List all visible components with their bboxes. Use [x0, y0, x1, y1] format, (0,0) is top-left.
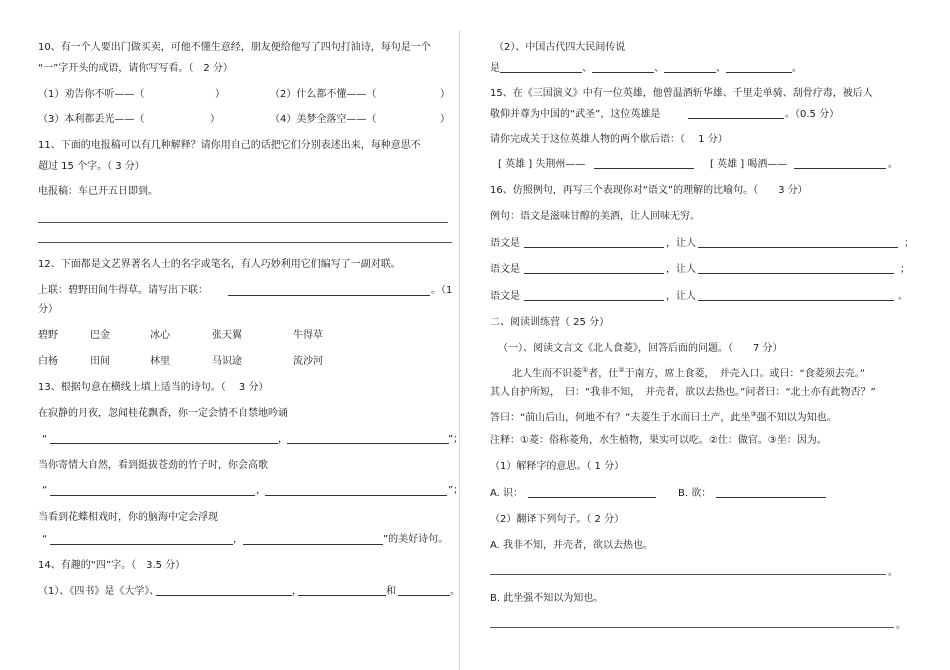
- legend-sep-2: 、: [654, 63, 664, 74]
- right-column: [470, 0, 950, 670]
- name-liushahe: 流沙河: [293, 356, 323, 367]
- passage-notes: 注释：①菱：俗称菱角，水生植物，果实可以吃。②仕：做官。③坐：因为。: [490, 435, 827, 446]
- name-baiyang: 白杨: [38, 356, 58, 367]
- q13-1-comma: ，: [278, 434, 288, 445]
- q2-a-period: 。: [888, 567, 898, 578]
- q2-a-sentence: A. 我非不知，并壳者，欲以去热也。: [490, 540, 654, 551]
- name-bajin: 巴金: [90, 330, 110, 341]
- footnote-3: ③: [750, 410, 757, 418]
- q10-heading-cont: “一”字开头的成语，请你写写看。（ 2 分）: [38, 63, 233, 74]
- q2-b-period: 。: [896, 620, 906, 631]
- q16-1-prefix: 语文是: [490, 238, 520, 249]
- q16-1-end: ；: [904, 238, 914, 249]
- q14-1-blank-b[interactable]: [298, 595, 386, 596]
- name-mashitu: 马识途: [212, 356, 242, 367]
- name-linli: 林里: [150, 356, 170, 367]
- legend-period: 。: [792, 63, 802, 74]
- q14-1-blank-c[interactable]: [398, 595, 450, 596]
- q16-2-end: ；: [900, 264, 910, 275]
- q15-xiehouyu-2: [ 英雄 ] 喝酒——: [710, 159, 788, 170]
- q11-heading-cont: 超过 15 个字。（ 3 分）: [38, 161, 145, 172]
- q10-heading: 10、有一个人要出门做买卖，可他不懂生意经，朋友便给他写了四句打油诗，每句是一个: [38, 42, 431, 53]
- q16-1-blank-b[interactable]: [698, 247, 898, 248]
- q13-3-blank-a[interactable]: [50, 544, 233, 545]
- q2-heading: （2）翻译下列句子。（ 2 分）: [490, 514, 625, 525]
- q2-b-answer-line[interactable]: [490, 627, 894, 628]
- q10-item-4-close: ）: [440, 114, 450, 125]
- passage-line-1: 北人生而不识菱①者，仕②于南方，席上食菱， 并壳入口。或曰：“食菱须去壳。”: [512, 366, 865, 380]
- q1-heading: （1）解释字的意思。（ 1 分）: [490, 461, 625, 472]
- q13-3-blank-b[interactable]: [243, 544, 383, 545]
- footnote-2: ②: [618, 366, 625, 374]
- q14-1-text: （1）、《四书》是《大学》、: [38, 586, 160, 597]
- q12-points: 分）: [38, 304, 58, 315]
- q16-3-end: 。: [898, 291, 908, 302]
- q14-1-period: 。: [450, 586, 460, 597]
- q16-example: 例句：语文是滋味甘醇的美酒，让人回味无穷。: [490, 211, 700, 222]
- q14-1-sep: ，: [292, 586, 302, 597]
- q15-heading: 15、在《三国演义》中有一位英雄，他曾温酒斩华雄、千里走单骑、刮骨疗毒，被后人: [490, 88, 873, 99]
- q13-scene-2: 当你寄情大自然，看到挺拔苍劲的竹子时，你会高歌: [38, 460, 268, 471]
- q13-2-blank-b[interactable]: [265, 495, 447, 496]
- q14-2-is: 是: [490, 63, 500, 74]
- q16-2-mid: ，让人: [666, 264, 696, 275]
- q16-3-blank-b[interactable]: [698, 300, 894, 301]
- q13-1-blank-a[interactable]: [50, 443, 278, 444]
- q10-item-4: （4）美梦全落空——（: [270, 114, 377, 125]
- q10-item-2: （2）什么都不懂——（: [270, 89, 377, 100]
- q16-3-prefix: 语文是: [490, 291, 520, 302]
- q13-1-close: ”；: [448, 434, 464, 445]
- q14-1-blank-a[interactable]: [156, 595, 292, 596]
- q2-b-sentence: B. 此坐强不知以为知也。: [490, 593, 604, 604]
- left-column: [0, 0, 470, 670]
- q10-item-2-close: ）: [440, 89, 450, 100]
- q11-answer-line-2[interactable]: [38, 242, 452, 243]
- q15-xiehouyu-2-blank[interactable]: [794, 168, 886, 169]
- q15-period: 。: [888, 159, 898, 170]
- q14-heading: 14、有趣的“四”字。（ 3.5 分）: [38, 560, 186, 571]
- q16-1-mid: ，让人: [666, 238, 696, 249]
- q16-2-prefix: 语文是: [490, 264, 520, 275]
- passage-line-2: 其人自护所短， 曰：“我非不知， 并壳者，欲以去热也。”问者曰：“北土亦有此物否？”: [490, 387, 876, 398]
- legend-blank-1[interactable]: [500, 72, 582, 73]
- name-tianjian: 田间: [90, 356, 110, 367]
- section-2-heading: 二、阅读训练营（ 25 分）: [490, 317, 610, 328]
- q1-b-blank[interactable]: [716, 497, 826, 498]
- q11-answer-line-1[interactable]: [38, 222, 448, 223]
- q13-2-blank-a[interactable]: [50, 495, 255, 496]
- q10-item-1: （1）劝告你不听——（: [38, 89, 145, 100]
- q10-item-3: （3）本利都丢光——（: [38, 114, 145, 125]
- q10-item-3-close: ）: [210, 114, 220, 125]
- q13-3-comma: ，: [233, 534, 243, 545]
- q13-2-open-quote: “: [42, 485, 48, 496]
- q12-heading: 12、下面都是文艺界著名人士的名字或笔名，有人巧妙利用它们编写了一副对联。: [38, 259, 401, 270]
- name-bingxin: 冰心: [150, 330, 170, 341]
- q10-item-1-close: ）: [215, 89, 225, 100]
- q13-scene-3: 当看到花蝶相戏时，你的脑海中定会浮现: [38, 512, 218, 523]
- q16-2-blank-a[interactable]: [524, 273, 664, 274]
- legend-blank-2[interactable]: [592, 72, 654, 73]
- q16-3-mid: ，让人: [666, 291, 696, 302]
- q16-2-blank-b[interactable]: [698, 273, 894, 274]
- footnote-1: ①: [582, 366, 589, 374]
- q16-3-blank-a[interactable]: [524, 300, 664, 301]
- q13-3-open-quote: “: [42, 534, 48, 545]
- q12-period: 。（1: [431, 285, 453, 296]
- q13-3-end: ”的美好诗句。: [383, 534, 449, 545]
- q13-heading: 13、根据句意在横线上填上适当的诗句。（ 3 分）: [38, 382, 269, 393]
- name-biye: 碧野: [38, 330, 58, 341]
- q13-1-blank-b[interactable]: [287, 443, 449, 444]
- q15-xiehouyu-1-blank[interactable]: [594, 168, 694, 169]
- passage-line-3: 答曰：“前山后山，何地不有？”夫菱生于水而曰土产，此坐③强不知以为知也。: [490, 410, 837, 424]
- q16-1-blank-a[interactable]: [524, 247, 664, 248]
- q14-2-heading: （2）、中国古代四大民间传说: [494, 42, 626, 53]
- q13-2-close: ”；: [448, 485, 464, 496]
- legend-sep-3: 、: [716, 63, 726, 74]
- q15-hero-blank[interactable]: [688, 118, 784, 119]
- q15-points: 。（0.5 分）: [785, 109, 840, 120]
- legend-blank-3[interactable]: [664, 72, 716, 73]
- q13-1-open-quote: “: [42, 434, 48, 445]
- legend-blank-4[interactable]: [726, 72, 792, 73]
- q1-b-label: B. 欲：: [678, 488, 712, 499]
- q15-heading-cont: 敬仰并尊为中国的“武圣”，这位英雄是: [490, 109, 661, 120]
- name-niudecao: 牛得草: [293, 330, 323, 341]
- q1-a-label: A. 识：: [490, 488, 524, 499]
- q12-lower-couplet-blank[interactable]: [228, 295, 430, 296]
- q1-a-blank[interactable]: [528, 497, 656, 498]
- q12-upper-couplet: 上联：碧野田间牛得草。请写出下联：: [38, 285, 208, 296]
- name-zhangtianyi: 张天翼: [212, 330, 242, 341]
- legend-sep-1: 、: [582, 63, 592, 74]
- q13-scene-1: 在寂静的月夜，忽闻桂花飘香，你一定会情不自禁地吟诵: [38, 408, 288, 419]
- q15-xiehouyu-1: [ 英雄 ] 失荆州——: [498, 159, 586, 170]
- q11-telegram: 电报稿：车已开五日即到。: [38, 186, 158, 197]
- q2-a-answer-line[interactable]: [490, 574, 886, 575]
- q16-heading: 16、仿照例句，再写三个表现你对“语文”的理解的比喻句。（ 3 分）: [490, 185, 808, 196]
- q15-sub: 请你完成关于这位英雄人物的两个歇后语：（ 1 分）: [490, 134, 728, 145]
- section-2-sub: （一）、阅读文言文《北人食菱》，回答后面的问题。（ 7 分）: [498, 343, 783, 354]
- q14-1-and: 和: [386, 586, 396, 597]
- q13-2-comma: ，: [256, 485, 266, 496]
- q11-heading: 11、下面的电报稿可以有几种解释？请你用自己的话把它们分别表述出来，每种意思不: [38, 140, 421, 151]
